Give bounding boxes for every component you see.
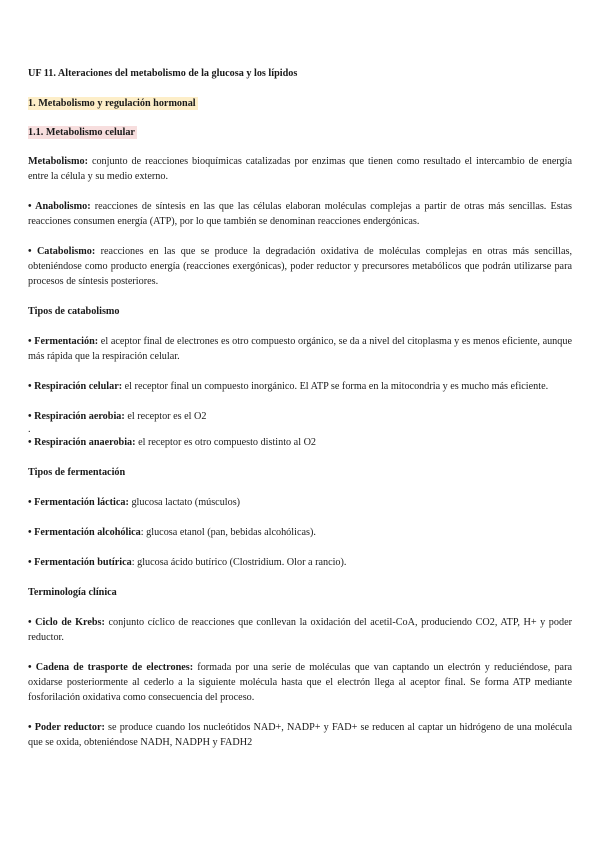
- subheading-terminologia-clinica: Terminología clínica: [28, 587, 117, 598]
- term-label: • Fermentación butírica: [28, 557, 132, 568]
- term-definition: el receptor es el O2: [124, 411, 207, 422]
- term-label: • Catabolismo:: [28, 246, 96, 257]
- catabolismo-paragraph: [28, 244, 572, 289]
- section-heading-1-1-text: 1.1. Metabolismo celular: [28, 127, 135, 138]
- subheading-tipos-catabolismo: Tipos de catabolismo: [28, 306, 120, 317]
- term-definition: se produce cuando los nucleótidos NAD+, NADP+ y FAD+ se reducen al captar un hidrógeno de una molécula que se oxida, obteniéndose NADH, NADPH y FADH2: [28, 722, 572, 748]
- subheading-tipos-fermentacion: Tipos de fermentación: [28, 467, 126, 478]
- term-label: • Fermentación alcohólica: [28, 527, 141, 538]
- section-heading-1: [28, 96, 572, 111]
- term-label: • Fermentación:: [28, 336, 99, 347]
- term-definition: reacciones en las que se produce la degradación oxidativa de moléculas complejas en otras más sencillas, obteniéndose como producto energía (reacciones exergónicas), poder reductor y precursores metabólicos que podrán utilizarse para procesos de síntesis posteriores.: [28, 246, 572, 287]
- section-heading-1-1: [28, 125, 572, 140]
- term-label: Metabolismo:: [28, 156, 88, 167]
- term-label: • Poder reductor:: [28, 722, 105, 733]
- section-heading-1-text: 1. Metabolismo y regulación hormonal: [28, 98, 196, 109]
- term-definition: el aceptor final de electrones es otro compuesto orgánico, se da a nivel del citoplasma y es menos eficiente, aunque más rápida que la respiración celular.: [28, 336, 572, 362]
- term-label: • Cadena de trasporte de electrones:: [28, 662, 194, 673]
- metabolismo-paragraph: [28, 154, 572, 184]
- term-label: • Respiración aerobia:: [28, 411, 125, 422]
- respiracion-aerobia-paragraph: [28, 409, 572, 424]
- term-label: • Fermentación láctica:: [28, 497, 129, 508]
- term-definition: conjunto cíclico de reacciones que conllevan la oxidación del acetil-CoA, produciendo CO2, ATP, H+ y poder reductor.: [28, 617, 572, 643]
- poder-reductor-paragraph: [28, 720, 572, 750]
- term-definition: : glucosa ácido butírico (Clostridium. Olor a rancio).: [131, 557, 347, 568]
- anabolismo-paragraph: [28, 199, 572, 229]
- respiracion-celular-paragraph: [28, 379, 572, 394]
- fermentacion-lactica-paragraph: [28, 495, 572, 510]
- term-definition: : glucosa etanol (pan, bebidas alcohólicas).: [140, 527, 316, 538]
- term-definition: el receptor es otro compuesto distinto al O2: [135, 437, 317, 448]
- term-definition: formada por una serie de moléculas que van captando un electrón y reduciéndose, para oxidarse posteriormente al cederlo a la siguiente molécula hasta que el electrón llega al aceptor final. Se forma ATP mediante fosforilación oxidativa como consecuencia del proceso.: [28, 662, 572, 703]
- term-definition: conjunto de reacciones bioquímicas catalizadas por enzimas que tienen como resultado el intercambio de energía entre la célula y su medio externo.: [28, 156, 572, 182]
- respiracion-anaerobia-paragraph: [28, 435, 572, 450]
- term-definition: reacciones de síntesis en las que las células elaboran moléculas complejas a partir de otras más sencillas. Estas reacciones consumen energía (ATP), por lo que también se denominan reacciones endergónicas.: [28, 201, 572, 227]
- ciclo-krebs-paragraph: [28, 615, 572, 645]
- term-label: • Anabolismo:: [28, 201, 91, 212]
- term-label: • Respiración celular:: [28, 381, 123, 392]
- fermentacion-alcoholica-paragraph: [28, 525, 572, 540]
- term-label: • Ciclo de Krebs:: [28, 617, 105, 628]
- term-definition: el receptor final un compuesto inorgánico. El ATP se forma en la mitocondria y es mucho más eficiente.: [122, 381, 549, 392]
- stray-dot: .: [28, 424, 31, 435]
- term-definition: glucosa lactato (músculos): [128, 497, 241, 508]
- fermentacion-paragraph: [28, 334, 572, 364]
- fermentacion-butirica-paragraph: [28, 555, 572, 570]
- document-title: UF 11. Alteraciones del metabolismo de la glucosa y los lípidos: [28, 68, 298, 79]
- term-label: • Respiración anaerobia:: [28, 437, 136, 448]
- cadena-transporte-paragraph: [28, 660, 572, 705]
